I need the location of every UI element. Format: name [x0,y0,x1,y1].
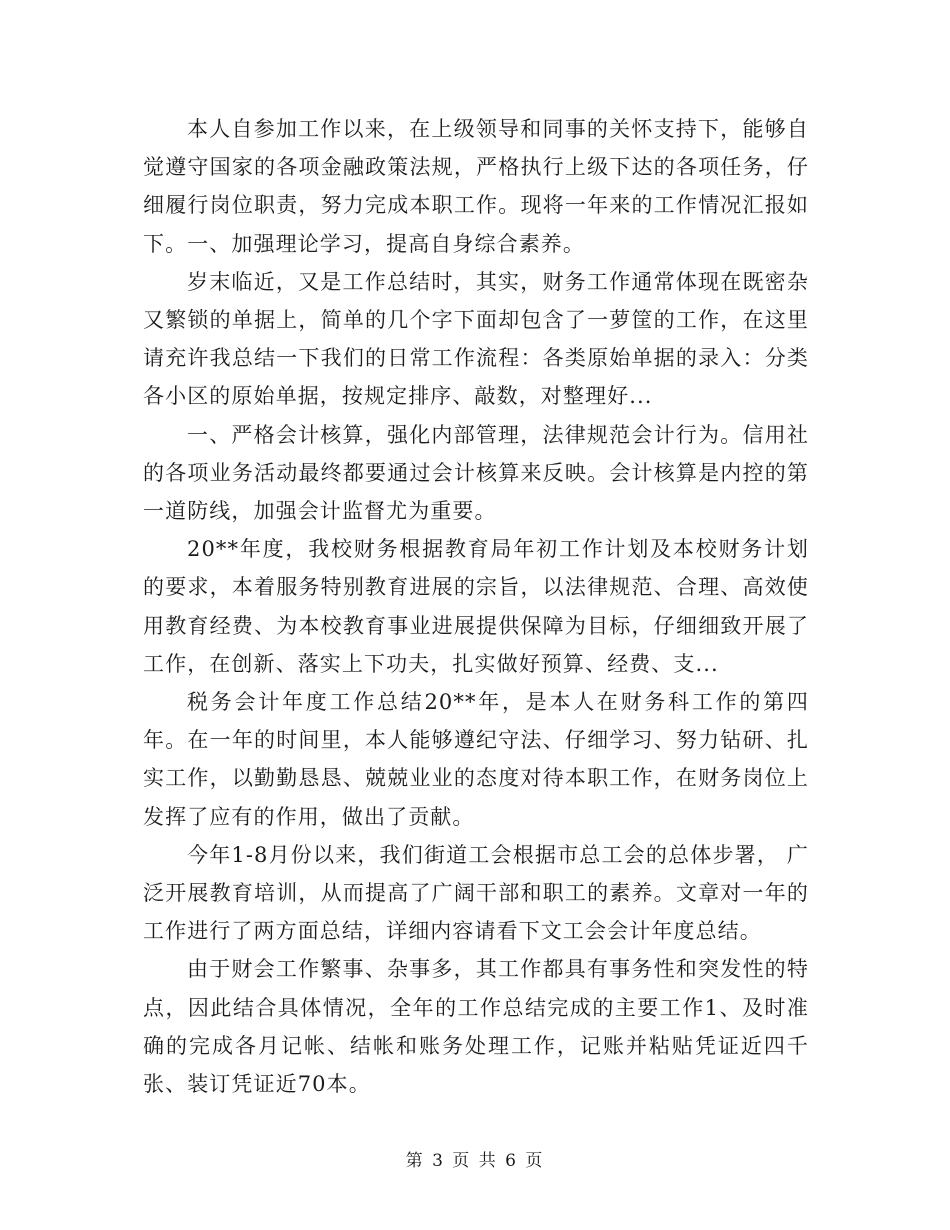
paragraph-4: 20**年度，我校财务根据教育局年初工作计划及本校财务计划的要求，本着服务特别教育进展的宗旨，以法律规范、合理、高效使用教育经费、为本校教育事业进展提供保障为目标，仔细细致开展了工作，在创新、落实上下功夫，扎实做好预算、经费、支... [143,537,809,676]
document-body [143,110,809,1103]
paragraph-1: 本人自参加工作以来，在上级领导和同事的关怀支持下，能够自觉遵守国家的各项金融政策法规，严格执行上级下达的各项任务，仔细履行岗位职责，努力完成本职工作。现将一年来的工作情况汇报如下。一、加强理论学习，提高自身综合素养。 [143,117,809,256]
page-number-footer: 第 3 页 共 6 页 [405,1151,545,1171]
paragraph-5: 税务会计年度工作总结20**年，是本人在财务科工作的第四年。在一年的时间里，本人能够遵纪守法、仔细学习、努力钻研、扎实工作，以勤勤恳恳、兢兢业业的态度对待本职工作，在财务岗位上发挥了应有的作用，做出了贡献。 [143,690,809,829]
paragraph-3: 一、严格会计核算，强化内部管理，法律规范会计行为。信用社的各项业务活动最终都要通过会计核算来反映。会计核算是内控的第一道防线，加强会计监督尤为重要。 [143,422,809,524]
paragraph-6: 今年1-8月份以来，我们街道工会根据市总工会的总体步署， 广泛开展教育培训，从而提高了广阔干部和职工的素养。文章对一年的工作进行了两方面总结，详细内容请看下文工会会计年度总结。 [143,842,809,944]
paragraph-7: 由于财会工作繁事、杂事多，其工作都具有事务性和突发性的特点，因此结合具体情况，全年的工作总结完成的主要工作1、及时准确的完成各月记帐、结帐和账务处理工作，记账并粘贴凭证近四千张、装订凭证近70本。 [143,957,809,1097]
paragraph-2: 岁末临近，又是工作总结时，其实，财务工作通常体现在既密杂又繁锁的单据上，简单的几个字下面却包含了一萝筐的工作，在这里请充许我总结一下我们的日常工作流程：各类原始单据的录入：分类各小区的原始单据，按规定排序、敲数，对整理好... [143,269,809,409]
